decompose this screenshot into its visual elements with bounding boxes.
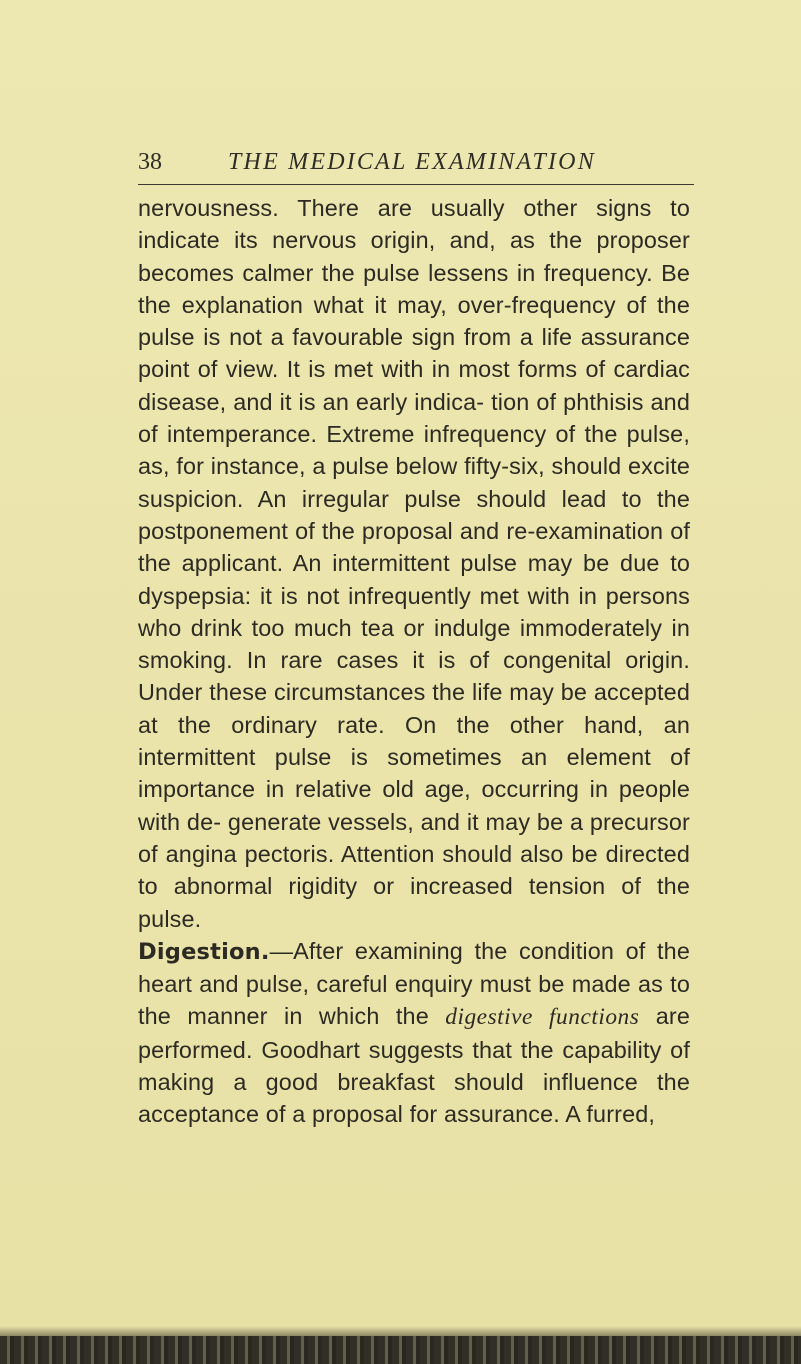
paragraph-digestion bbox=[138, 935, 690, 1131]
page-bottom-shadow bbox=[0, 1326, 801, 1336]
section-heading-digestion: Digestion. bbox=[138, 938, 270, 965]
body-text bbox=[138, 192, 690, 1131]
page-header bbox=[138, 146, 698, 186]
page-number: 38 bbox=[138, 149, 162, 175]
page-bottom-edge bbox=[0, 1336, 801, 1364]
digestion-text-after: are performed. Goodhart suggests that the capability of making a good breakfast should influence the acceptance of a proposal for assurance. A furred, bbox=[138, 1003, 690, 1128]
header-rule bbox=[138, 184, 694, 185]
digestive-functions-emphasis: digestive functions bbox=[445, 1004, 640, 1031]
running-head: THE MEDICAL EXAMINATION bbox=[228, 149, 596, 175]
digestion-text-before: —After examining the condition of the heart and pulse, careful enquiry must be made as to the manner in which the bbox=[138, 937, 690, 1030]
paragraph-nervousness: nervousness. There are usually other signs to indicate its nervous origin, and, as the proposer becomes calmer the pulse lessens in frequency. Be the explanation what it may, over-frequency of the pulse is not a favourable sign from a life assurance point of view. It is met with in most forms of cardiac disease, and it is an early indica- tion of phthisis and of intemperance. Extreme infrequency of the pulse, as, for instance, a pulse below fifty-six, should excite suspicion. An irregular pulse should lead to the postponement of the proposal and re-examination of the applicant. An intermittent pulse may be due to dyspepsia: it is not infrequently met with in persons who drink too much tea or indulge immoderately in smoking. In rare cases it is of congenital origin. Under these circumstances the life may be accepted at the ordinary rate. On the other hand, an intermittent pulse is sometimes an element of importance in relative old age, occurring in people with de- generate vessels, and it may be a precursor of angina pectoris. Attention should also be directed to abnormal rigidity or increased tension of the pulse. bbox=[138, 195, 690, 932]
